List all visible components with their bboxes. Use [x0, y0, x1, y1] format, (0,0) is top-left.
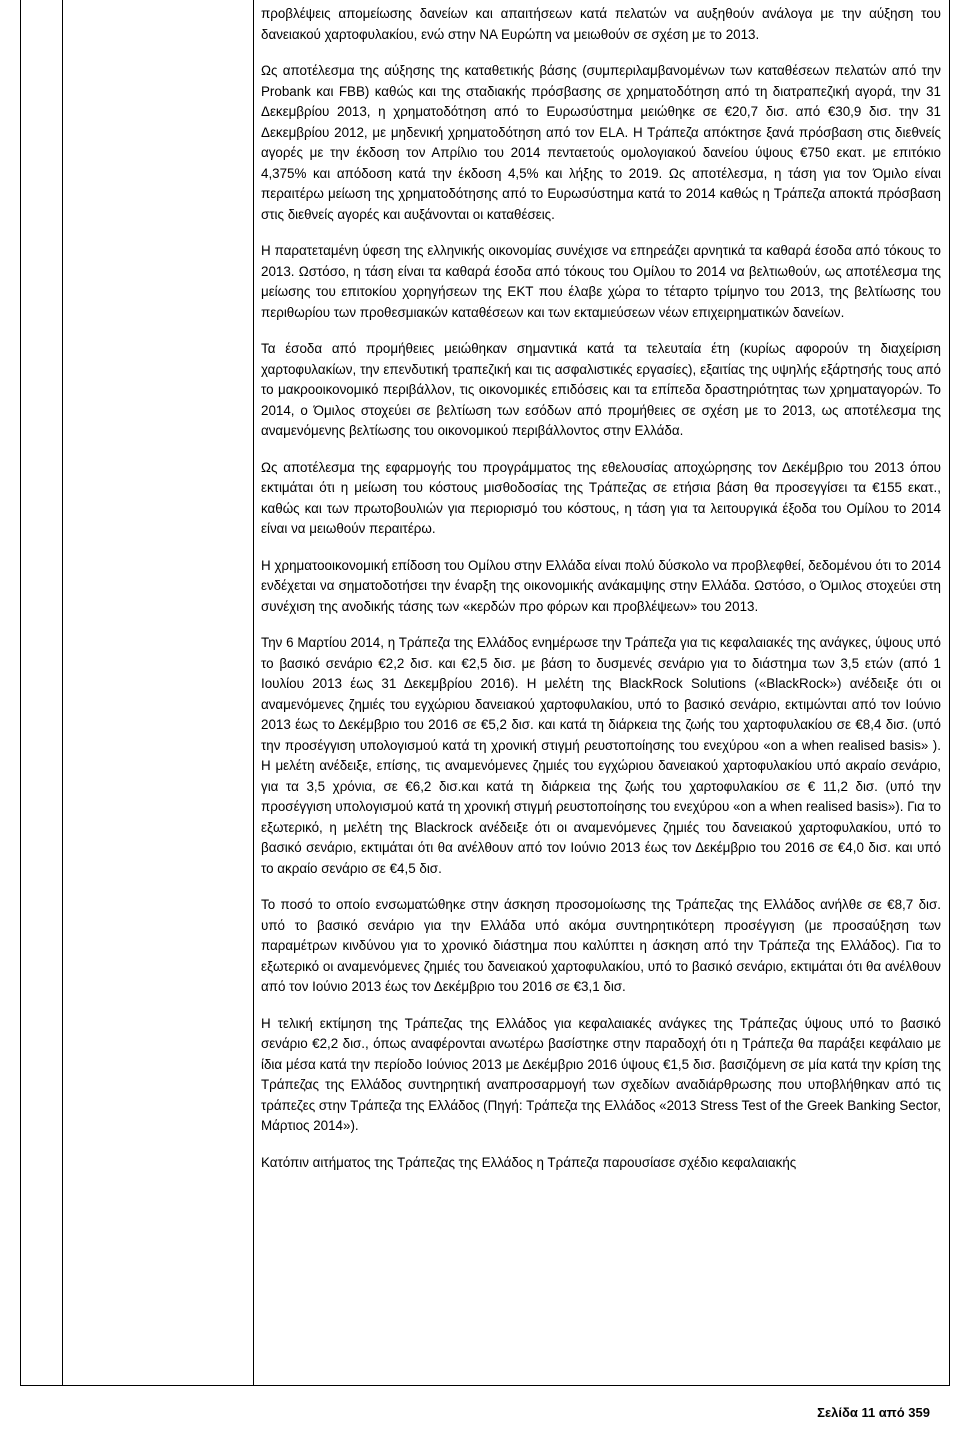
- document-table: [20, 0, 950, 1386]
- paragraph-net-interest-income: Η παρατεταμένη ύφεση της ελληνικής οικονομίας συνέχισε να επηρεάζει αρνητικά τα καθαρά έσοδα από τόκους το 2013. Ωστόσο, η τάση είναι τα καθαρά έσοδα από τόκους του Ομίλου το 2014 να βελτιωθούν, ως αποτέλεσμα της μείωσης του επιτοκίου χορηγήσεων της ΕΚΤ που έλαβε χώρα το τέταρτο τρίμηνο του 2013, της βελτίωσης του περιθωρίου των προθεσμιακών καταθέσεων και των εκταμιεύσεων νέων επιχειρηματικών δανείων.: [261, 243, 941, 320]
- page-number: Σελίδα 11 από 359: [817, 1405, 930, 1420]
- column-divider-2: [253, 0, 254, 1385]
- paragraph-deposit-base-funding: Ως αποτέλεσμα της αύξησης της καταθετικής βάσης (συμπεριλαμβανομένων των καταθέσεων πελατών από την Probank και FBB) καθώς και της σταδιακής πρόσβασης σε χρηματοδότηση από τη διατραπεζική αγορά, την 31 Δεκεμβρίου 2013, η χρηματοδότηση από το Ευρωσύστημα μειώθηκε σε €20,7 δισ. από €30,9 δισ. την 31 Δεκεμβρίου 2012, με μηδενική χρηματοδότηση από τον ELA. Η Τράπεζα απόκτησε ξανά πρόσβαση στις διεθνείς αγορές με την έκδοση τον Απρίλιο του 2014 πενταετούς ομολογιακού δανείου ύψους €750 εκατ. με επιτόκιο 4,375% και απόδοση κατά την έκδοση 4,5% και λήξης το 2019. Ως αποτέλεσμα, η τάση για τον Όμιλο είναι περαιτέρω μείωση της χρηματοδότησης από το Ευρωσύστημα κατά το 2014 καθώς η Τράπεζα αποκτά πρόσβαση στις διεθνείς αγορές και αυξάνονται οι καταθέσεις.: [261, 63, 941, 222]
- paragraph-loan-impairment: προβλέψεις απομείωσης δανείων και απαιτήσεων κατά πελατών να αυξηθούν ανάλογα με την αύξηση του δανειακού χαρτοφυλακίου, ενώ στην ΝΑ Ευρώπη να μειωθούν σε σχέση με το 2013.: [261, 6, 941, 42]
- paragraph-final-assessment: Η τελική εκτίμηση της Τράπεζας της Ελλάδος για κεφαλαιακές ανάγκες της Τράπεζας ύψους υπό το βασικό σενάριο €2,2 δισ., όπως αναφέρονται ανωτέρω βασίστηκε στην παραδοχή ότι η Τράπεζα θα παράξει κεφάλαιο με ίδια μέσα κατά την περίοδο Ιούνιος 2013 με Δεκέμβριο 2016 ύψους €1,5 δισ. βασιζόμενη σε μία κατά την κρίση της Τράπεζας της Ελλάδος συντηρητική αναπροσαρμογή των σχεδίων αναδιάρθρωσης που υποβλήθηκαν από τις τράπεζες στην Τράπεζα της Ελλάδος (Πηγή: Τράπεζα της Ελλάδος «2013 Stress Test of the Greek Banking Sector, Μάρτιος 2014»).: [261, 1015, 941, 1133]
- paragraph-capital-plan: Κατόπιν αιτήματος της Τράπεζας της Ελλάδος η Τράπεζα παρουσίασε σχέδιο κεφαλαιακής: [261, 1154, 797, 1170]
- paragraph-fee-income: Τα έσοδα από προμήθειες μειώθηκαν σημαντικά κατά τα τελευταία έτη (κυρίως αφορούν τη διαχείριση χαρτοφυλακίων, την επενδυτική τραπεζική και τις ασφαλιστικές εργασίες), εξαιτίας της υψηλής εξάρτησής τους από το μακροοικονομικό περιβάλλον, τις οικονομικές επιδόσεις και τα επίπεδα δραστηριότητας των χρηματαγορών. Το 2014, ο Όμιλος στοχεύει σε βελτίωση των εσόδων από προμήθειες σε σχέση με το 2013, ως αποτέλεσμα της αναμενόμενης βελτίωσης του οικονομικού περιβάλλοντος στην Ελλάδα.: [261, 341, 941, 438]
- paragraph-voluntary-exit: Ως αποτέλεσμα της εφαρμογής του προγράμματος της εθελουσίας αποχώρησης τον Δεκέμβριο του 2013 όπου εκτιμάται ότι η μείωση του κόστους μισθοδοσίας της Τράπεζας σε ετήσια βάση θα προσεγγίσει τα €155 εκατ., καθώς και των πρωτοβουλιών για περιορισμό του κόστους, η τάση για τα λειτουργικά έξοδα του Ομίλου το 2014 είναι να μειωθούν περαιτέρω.: [261, 459, 941, 536]
- text-cell: [261, 4, 941, 1189]
- column-divider-1: [62, 0, 63, 1385]
- paragraph-stress-test-amount: Το ποσό το οποίο ενσωματώθηκε στην άσκηση προσομοίωσης της Τράπεζας της Ελλάδος ανήλθε σε €8,7 δισ. υπό το βασικό σενάριο για την Ελλάδα υπό ακόμα συντηρητικότερη προσέγγιση (με προσαύξηση των παραμέτρων κινδύνου για το χρονικό διάστημα που καλύπτει η άσκηση από την Τράπεζα της Ελλάδος). Για το εξωτερικό οι αναμενόμενες ζημιές του δανειακού χαρτοφυλακίου, υπό το βασικό σενάριο, εκτιμάται ότι θα ανέλθουν από τον Ιούνιο 2013 έως τον Δεκέμβριο του 2016 σε €3,1 δισ.: [261, 897, 941, 994]
- paragraph-capital-needs: Την 6 Μαρτίου 2014, η Τράπεζα της Ελλάδος ενημέρωσε την Τράπεζα για τις κεφαλαιακές της ανάγκες, ύψους υπό το βασικό σενάριο €2,2 δισ. και €2,5 δισ. με βάση το δυσμενές σενάριο για το διάστημα των 3,5 ετών (από 1 Ιουλίου 2013 έως 31 Δεκεμβρίου 2016). Η μελέτη της BlackRock Solutions («BlackRock») ανέδειξε ότι οι αναμενόμενες ζημιές του εγχώριου δανειακού χαρτοφυλακίου, υπό το βασικό σενάριο, εκτιμώνται από τον Ιούνιο 2013 έως το Δεκέμβριο του 2016 σε €5,2 δισ. και κατά τη διάρκεια της ζωής του χαρτοφυλακίου σε €8,4 δισ. (υπό την προσέγγιση υπολογισμού κατά τη χρονική στιγμή ρευστοποίησης του ενεχύρου «on a when realised basis» ). Η μελέτη ανέδειξε, επίσης, τις αναμενόμενες ζημιές του εγχώριου δανειακού χαρτοφυλακίου υπό ακραίο σενάριο, για τα 3,5 χρόνια, σε €6,2 δισ.και κατά τη διάρκεια της ζωής του χαρτοφυλακίου σε € 11,2 δισ. (υπό την προσέγγιση υπολογισμού κατά τη χρονική στιγμή ρευστοποίησης του ενεχύρου «on a when realised basis»). Για το εξωτερικό, η μελέτη της Blackrock ανέδειξε ότι οι αναμενόμενες ζημιές του δανειακού χαρτοφυλακίου, υπό το βασικό σενάριο, εκτιμάται ότι θα ανέλθουν από τον Ιούνιο 2013 έως τον Δεκέμβριο του 2016 σε €4,0 δισ. και υπό το ακραίο σενάριο σε €4,5 δισ.: [261, 635, 941, 876]
- paragraph-financial-performance: Η χρηματοοικονομική επίδοση του Ομίλου στην Ελλάδα είναι πολύ δύσκολο να προβλεφθεί, δεδομένου ότι το 2014 ενδέχεται να σηματοδοτήσει την έναρξη της οικονομικής ανάκαμψης στην Ελλάδα. Ωστόσο, ο Όμιλος στοχεύει στη συνέχιση της ανοδικής τάσης των «κερδών προ φόρων και προβλέψεων» του 2013.: [261, 557, 941, 614]
